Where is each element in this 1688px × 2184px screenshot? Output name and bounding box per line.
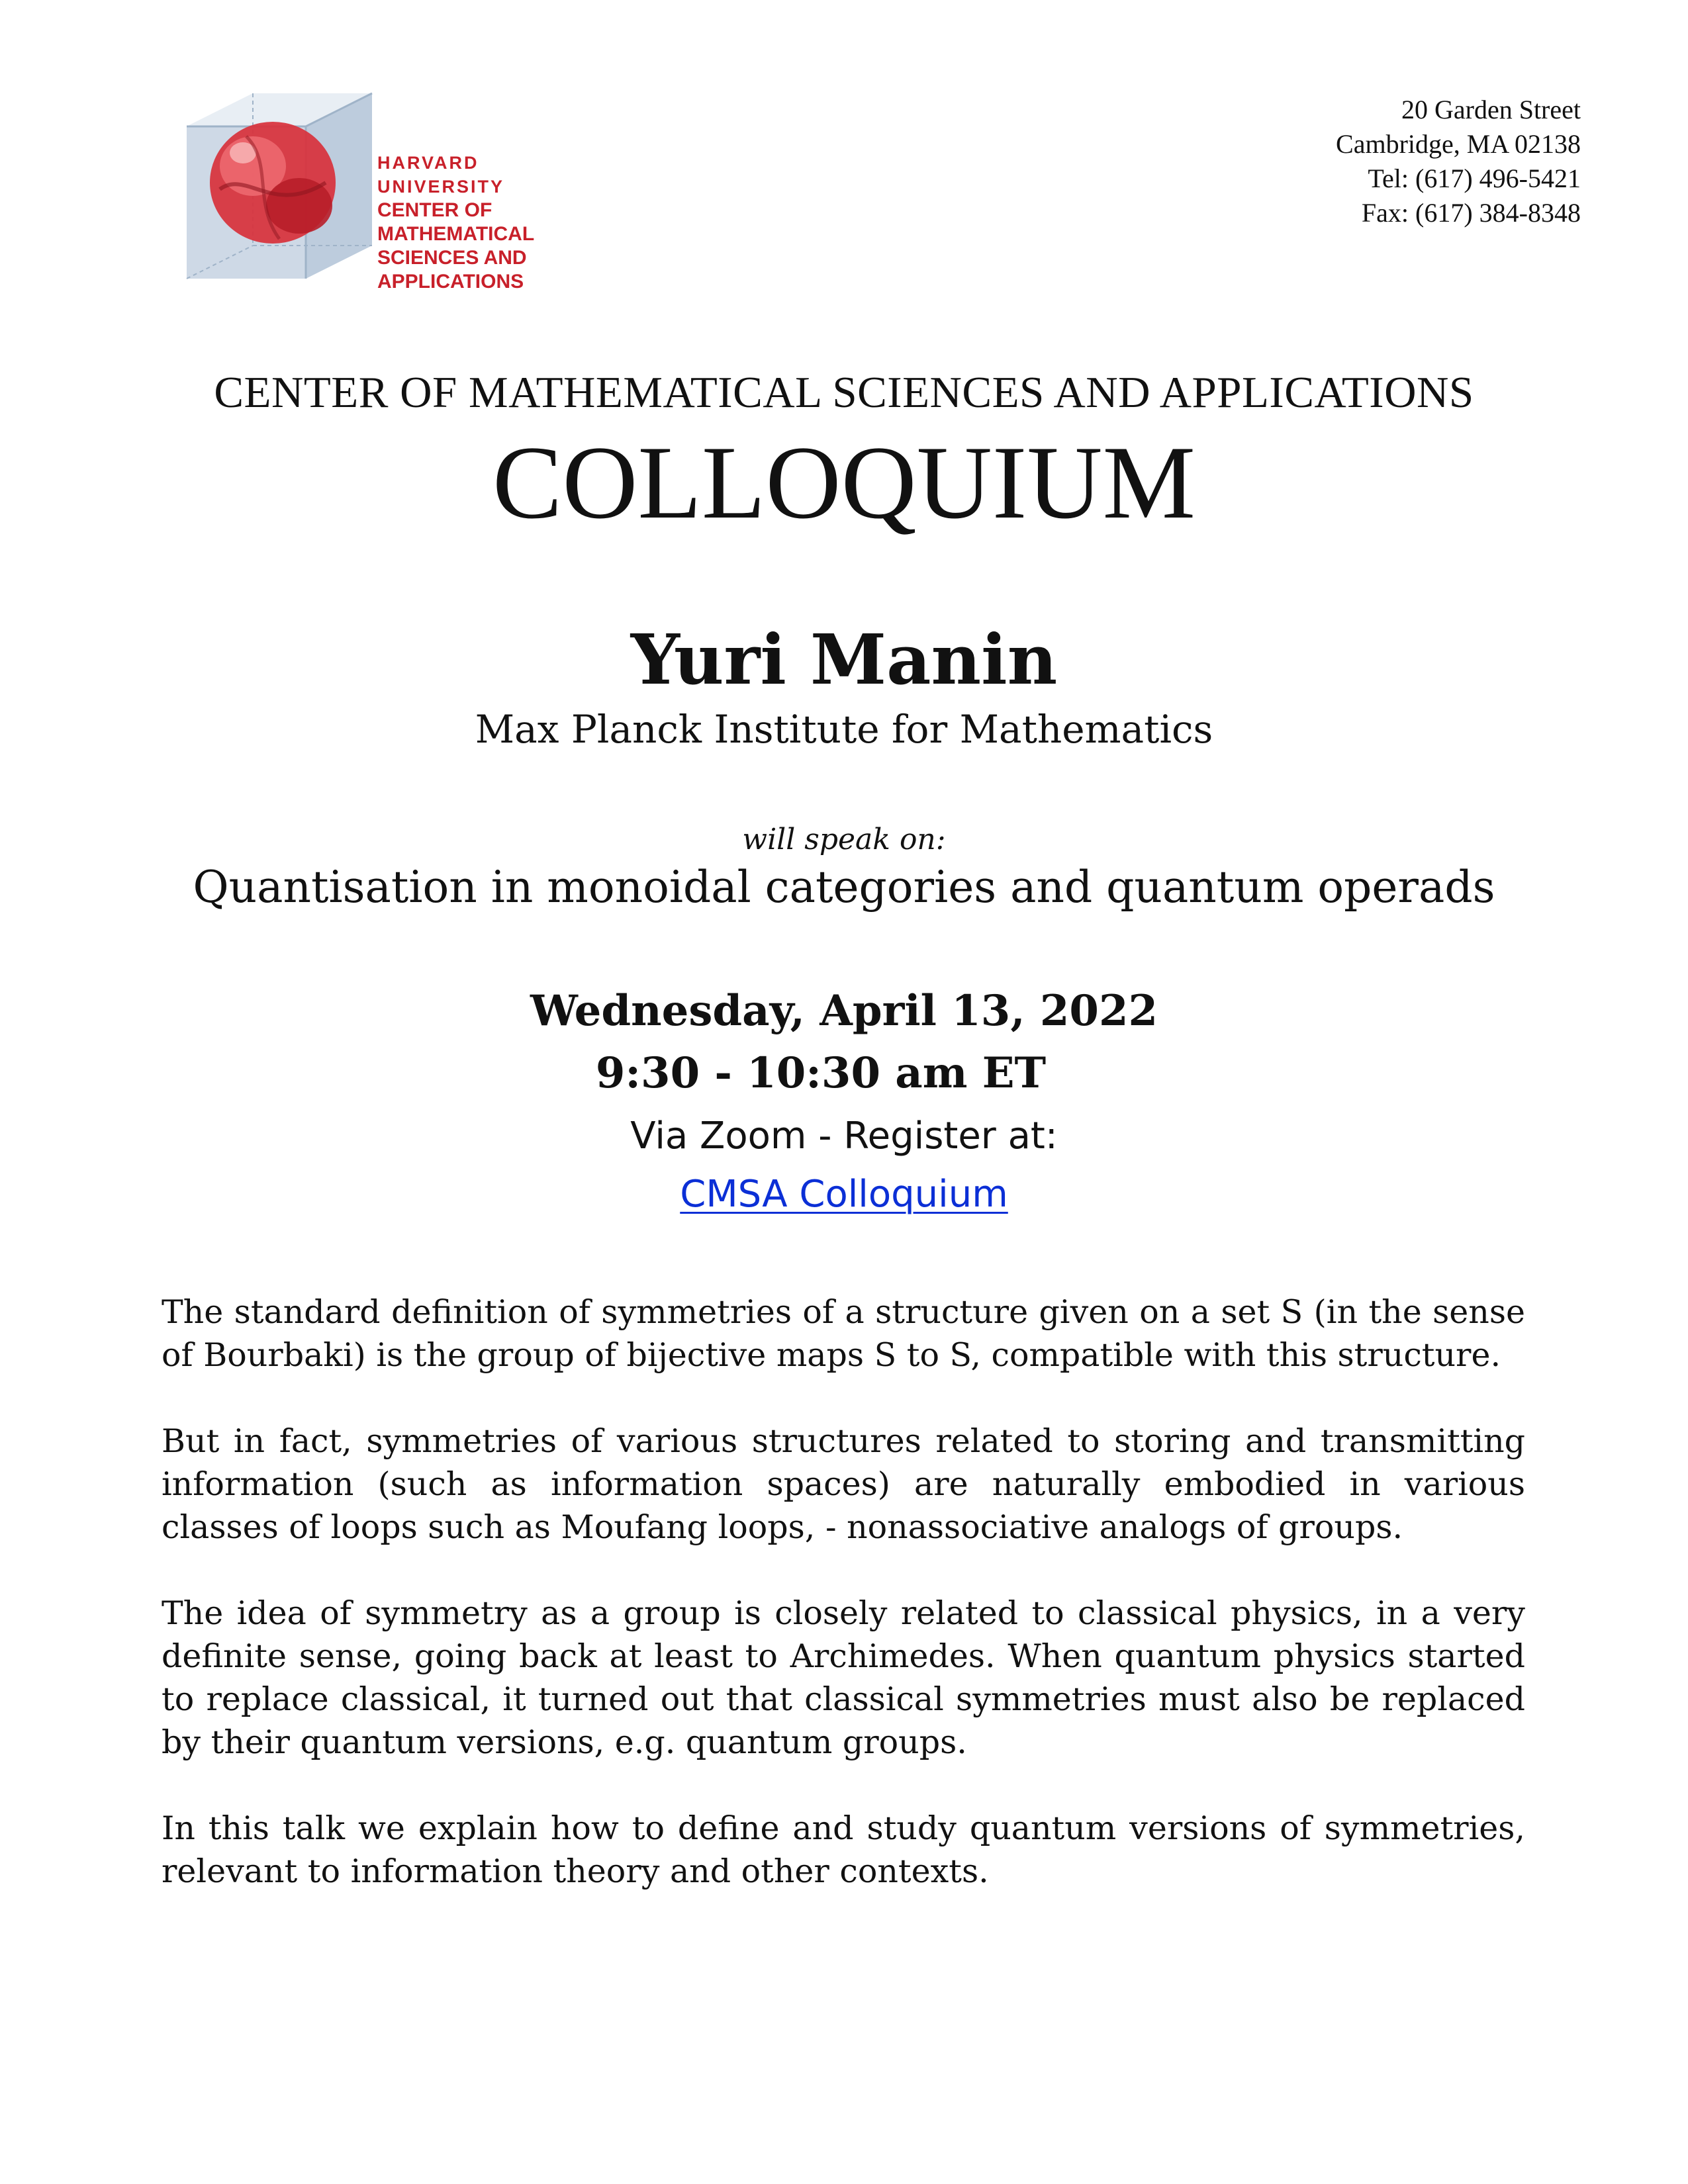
event-venue: Via Zoom - Register at: (630, 1115, 1058, 1158)
register-link[interactable]: CMSA Colloquium (680, 1173, 1008, 1216)
event-time: 9:30 - 10:30 am ET (595, 1048, 1047, 1098)
center-name-heading: CENTER OF MATHEMATICAL SCIENCES AND APPLICATIONS (214, 368, 1474, 417)
speaker-affiliation: Max Planck Institute for Mathematics (475, 707, 1213, 752)
address-street: 20 Garden Street (1401, 95, 1581, 124)
register-link-container (0, 1173, 1688, 1216)
harvard-cmsa-logo (173, 90, 610, 293)
address-city: Cambridge, MA 02138 (1336, 129, 1581, 159)
talk-intro: will speak on: (742, 823, 946, 856)
logo-center-name-line1: CENTER OF MATHEMATICAL (377, 199, 535, 245)
address-fax: Fax: (617) 384-8348 (1361, 198, 1581, 228)
event-date: Wednesday, April 13, 2022 (530, 986, 1158, 1036)
talk-title: Quantisation in monoidal categories and quantum operads (193, 862, 1495, 913)
event-type-title: COLLOQUIUM (492, 425, 1196, 541)
cube-with-red-sphere-icon (173, 90, 379, 282)
contact-address (1336, 93, 1581, 230)
logo-university-name: HARVARD UNIVERSITY (377, 153, 505, 197)
abstract-paragraph: The standard definition of symmetries of a structure given on a set S (in the sense of Bourbaki) is the group of bijective maps S to S, compatible with this structure. (162, 1293, 1525, 1374)
abstract-paragraph: In this talk we explain how to define and study quantum versions of symmetries, relevant to information theory and other contexts. (162, 1809, 1525, 1890)
abstract-paragraph: But in fact, symmetries of various structures related to storing and transmitting information (such as information spaces) are naturally embodied in various classes of loops such as Moufang loops, - nonassociative analogs of groups. (162, 1422, 1525, 1546)
abstract (162, 1291, 1525, 1936)
abstract-paragraph: The idea of symmetry as a group is closely related to classical physics, in a very definite sense, going back at least to Archimedes. When quantum physics started to replace classical, it turned out that classical symmetries must also be replaced by their quantum versions, e.g. quantum groups. (162, 1594, 1525, 1761)
logo-center-name-line2: SCIENCES AND APPLICATIONS (377, 247, 527, 293)
speaker-name: Yuri Manin (630, 619, 1058, 700)
address-tel: Tel: (617) 496-5421 (1368, 163, 1581, 193)
